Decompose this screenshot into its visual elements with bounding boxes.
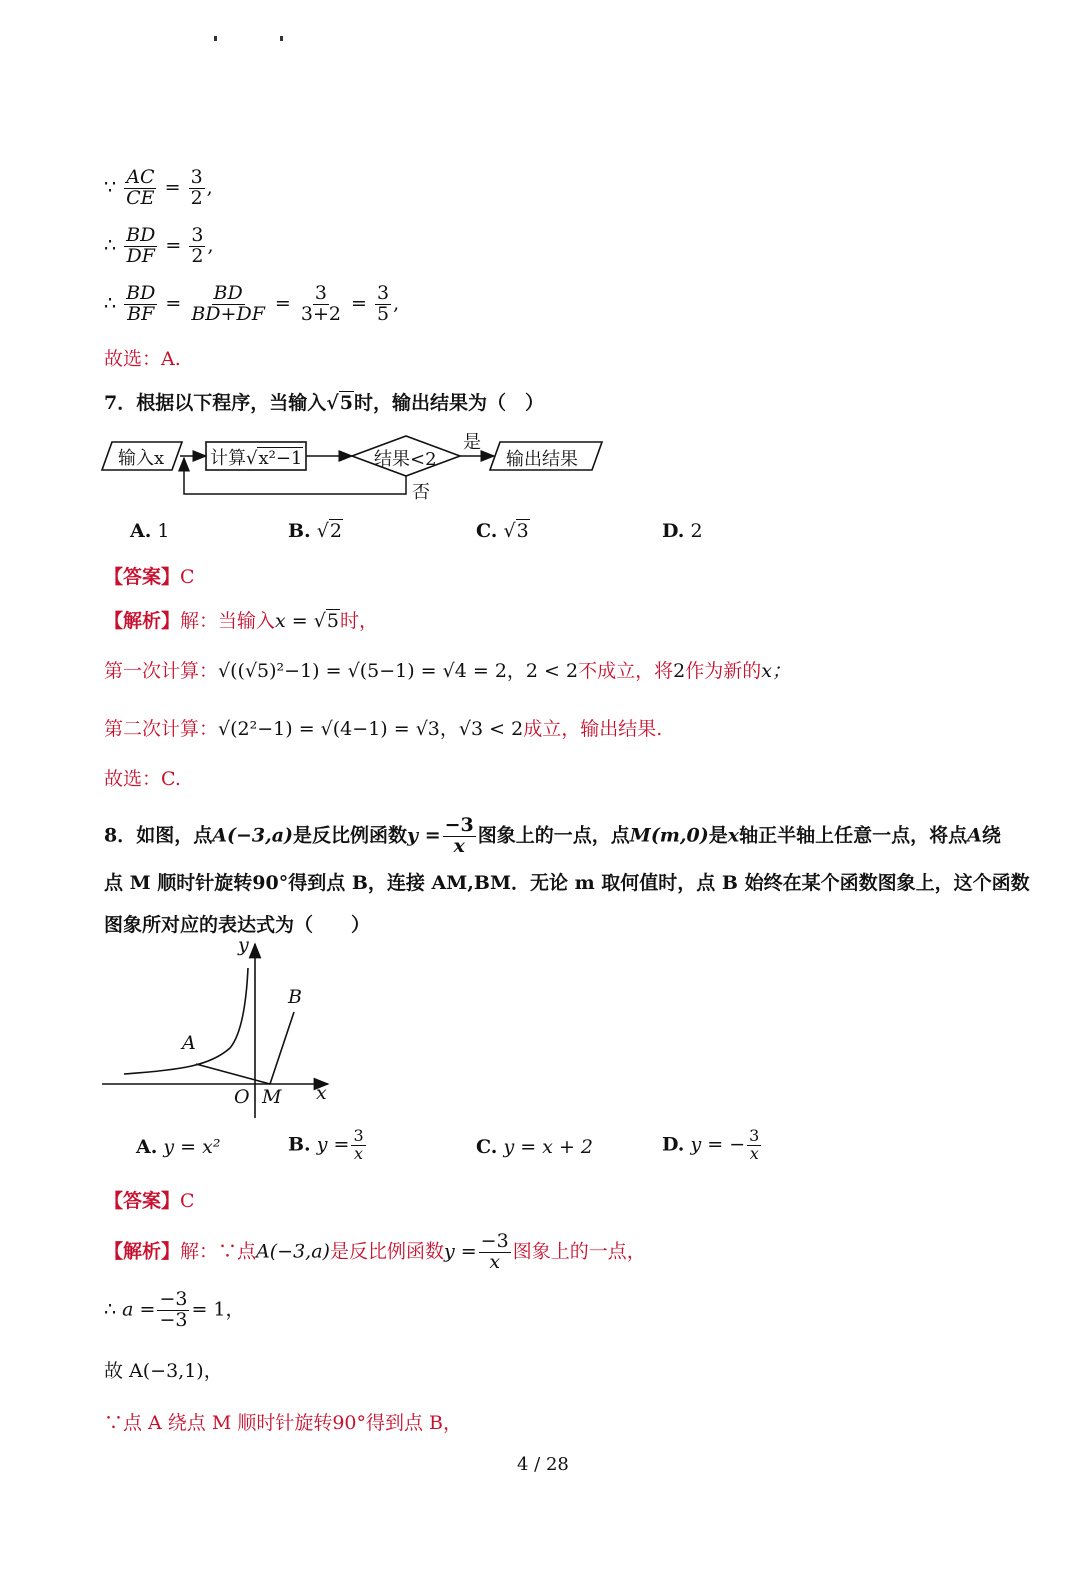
fraction: $\frac{AC}{CE}$ [126,166,155,209]
fraction: $\frac{-3}{x}$ [444,814,474,857]
segment-bm [270,1012,294,1084]
q8-option-b[interactable]: B. y = $\frac{3}{x}$ [288,1126,364,1163]
fraction: $\frac{3}{5}$ [377,282,390,325]
scan-mark [280,36,283,41]
flow-no-label: 否 [412,482,430,503]
q7-answer: 【答案】C [104,566,195,588]
page-number: 4 / 28 [517,1454,569,1475]
q7-option-d[interactable]: D. 2 [662,520,703,542]
sqrt: √5 [326,392,353,414]
flow-input-label: 输入x [118,448,165,469]
q7-option-a[interactable]: A. 1 [130,520,170,542]
q8-option-a[interactable]: A. y = x² [136,1136,221,1158]
flow-output-label: 输出结果 [506,449,578,470]
flow-yes-label: 是 [463,432,481,453]
fraction: $\frac{-3}{-3}$ [159,1288,188,1331]
q8-answer: 【答案】C [104,1190,195,1212]
q7-option-b[interactable]: B. √2 [288,520,342,542]
q7-choice: 故选：C. [104,768,181,790]
graph-label-b: B [288,986,302,1008]
graph-label-x: x [316,1082,327,1104]
fraction: $\frac{3}{3+2}$ [300,282,341,325]
fraction: $\frac{3}{2}$ [191,224,204,267]
graph-label-a: A [182,1032,196,1054]
flow-calc-label: 计算√x²−1 [210,448,303,469]
fraction: $\frac{BD}{BF}$ [126,282,156,325]
fraction: $\frac{3}{2}$ [190,166,203,209]
q8-calc-a: ∴ a = $\frac{-3}{-3}$ = 1， [104,1288,245,1331]
graph-label-o: O [234,1086,250,1108]
flow-decision-label: 结果<2 [374,449,437,470]
proof-line-1: ∵ $\frac{AC}{CE}$ = $\frac{3}{2}$ , [104,166,213,209]
q8-analysis: 【解析】解：∵点A(−3,a)是反比例函数y = $\frac{-3}{x}$ 图象上的一点， [104,1230,646,1273]
q8-stem-line2: 点 M 顺时针旋转90°得到点 B，连接 AM,BM．无论 m 取何值时，点 B 始终在某个函数图象上，这个函数 [104,872,1030,894]
proof-line-2: ∴ $\frac{BD}{DF}$ = $\frac{3}{2}$ , [104,224,214,267]
fraction: $\frac{3}{x}$ [749,1126,760,1163]
q8-option-c[interactable]: C. y = x + 2 [476,1136,593,1158]
fraction: $\frac{-3}{x}$ [480,1230,509,1273]
fraction: $\frac{BD}{BD+DF}$ [191,282,265,325]
q8-last-line: ∵点 A 绕点 M 顺时针旋转90°得到点 B， [104,1412,463,1434]
q7-option-c[interactable]: C. √3 [476,520,529,542]
q8-hence: 故 A(−3,1)， [104,1360,223,1382]
fraction: $\frac{BD}{DF}$ [126,224,156,267]
q8-stem-line3: 图象所对应的表达式为（ ） [104,914,371,936]
q7-step1: 第一次计算：√((√5)²−1) = √(5−1) = √4 = 2，2 < 2不成立，将2作为新的x； [104,660,791,682]
graph-label-m: M [262,1086,282,1108]
choice-line: 故选：A. [104,348,181,370]
hyperbola-curve [124,968,248,1074]
fraction: $\frac{3}{x}$ [353,1126,364,1163]
scan-mark [214,36,217,41]
q7-analysis: 【解析】解：当输入x = √5时， [104,610,378,632]
q8-option-d[interactable]: D. y = − $\frac{3}{x}$ [662,1126,760,1163]
q8-graph [100,940,340,1120]
q7-stem: 7．根据以下程序，当输入√5时，输出结果为（ ） [104,392,544,414]
proof-line-3: ∴ $\frac{BD}{BF}$ = $\frac{BD}{BD+DF}$ = $\frac{3}{3+2}$ = $\frac{3}{5}$ , [104,282,400,325]
segment-am [196,1064,270,1084]
graph-label-y: y [238,934,249,956]
q8-stem-line1: 8．如图，点A(−3,a)是反比例函数y = $\frac{-3}{x}$ 图象上的一点，点M(m,0)是x轴正半轴上任意一点，将点A绕 [104,814,1001,857]
q7-step2: 第二次计算：√(2²−1) = √(4−1) = √3，√3 < 2成立，输出结果. [104,718,663,740]
